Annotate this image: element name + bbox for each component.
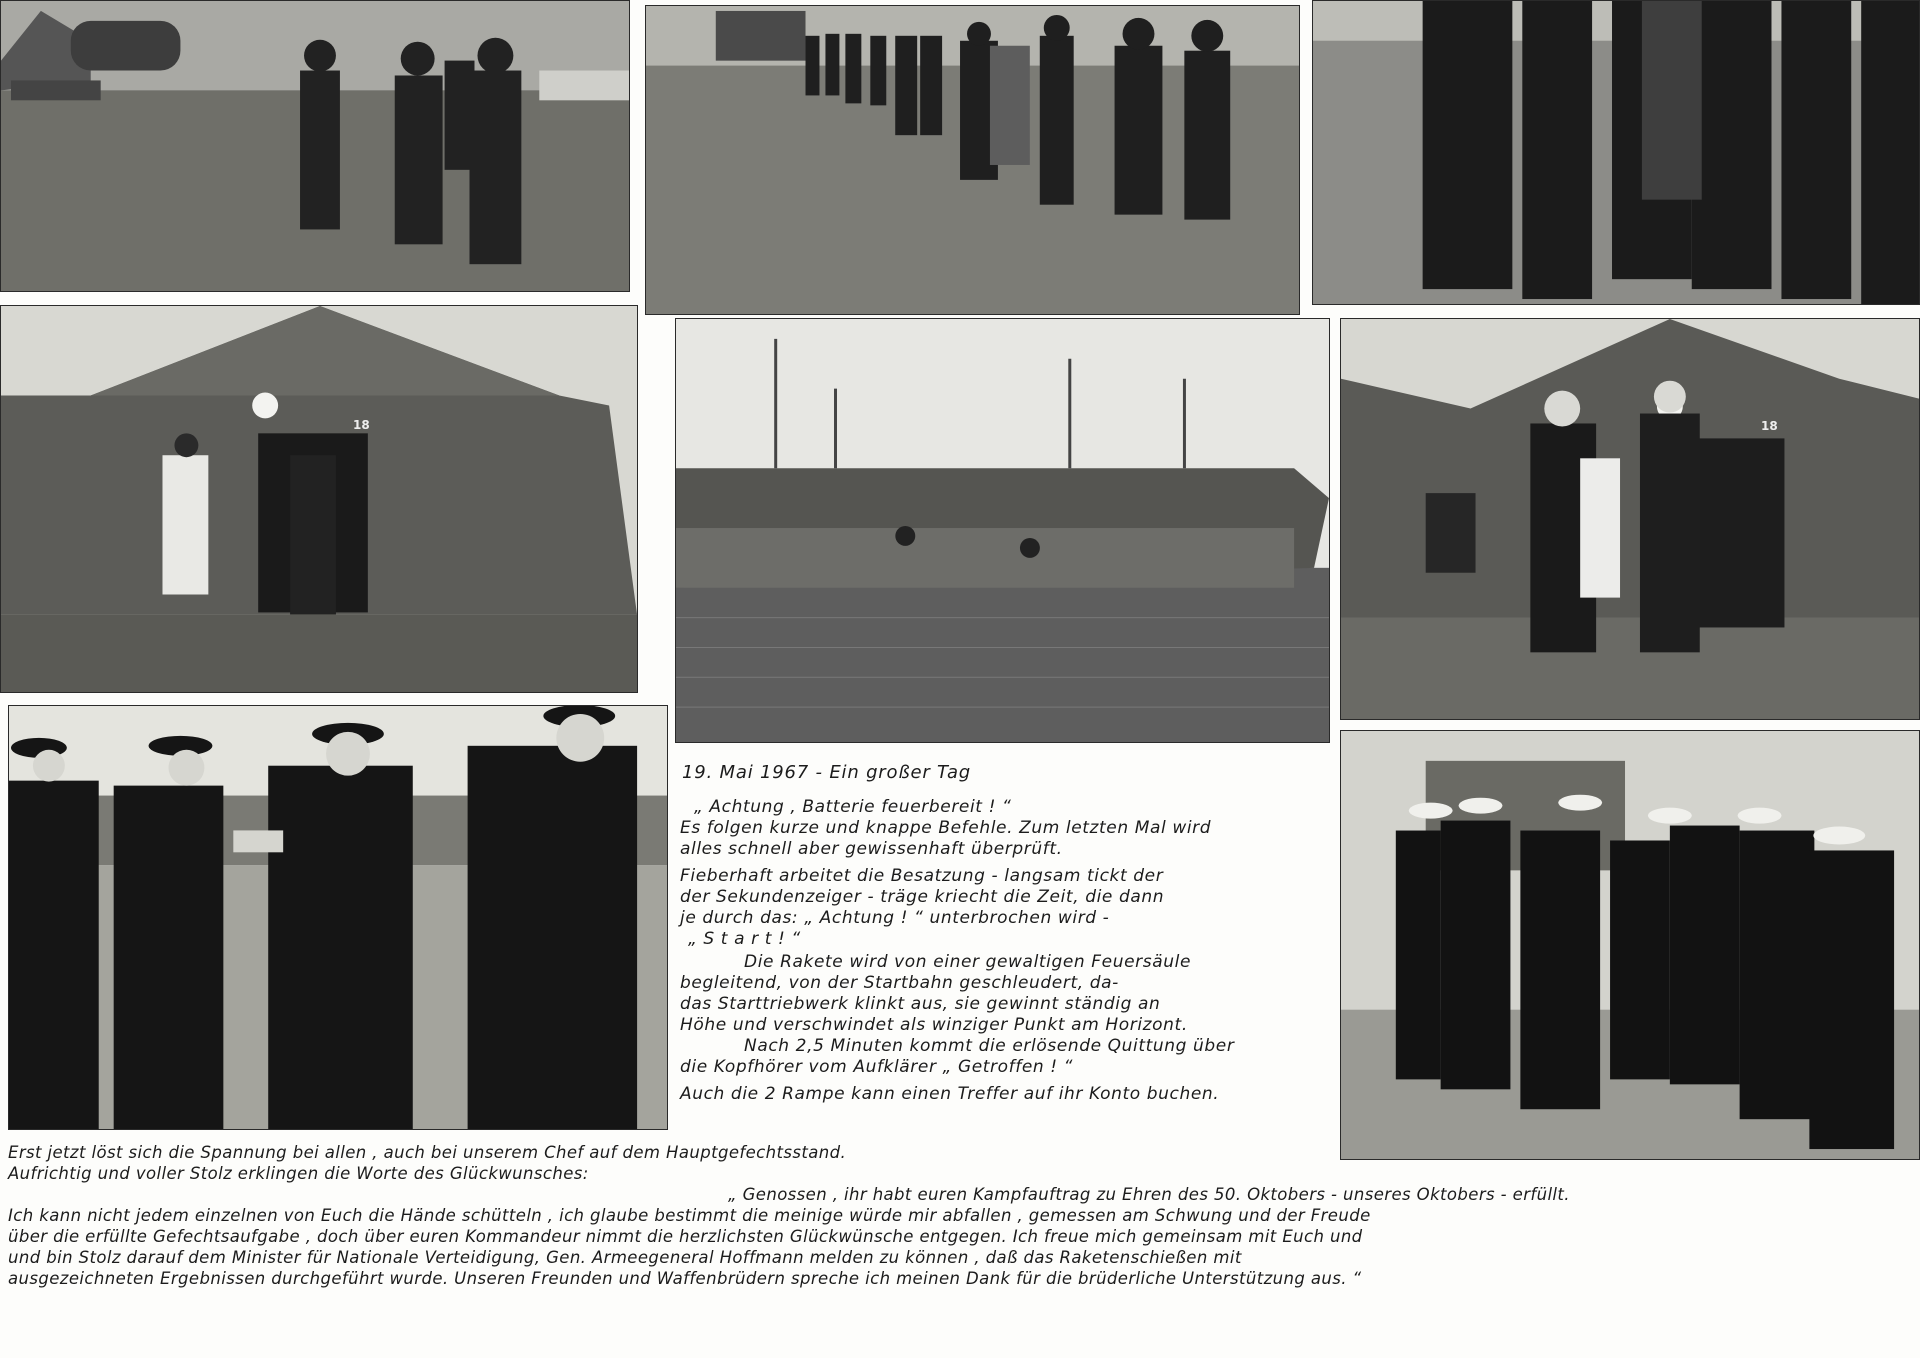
photo-officers-walking-camp-image	[1, 1, 629, 291]
photo-target-barge-harbor	[675, 318, 1330, 743]
photo-tent-officers-exit-image	[1341, 319, 1919, 719]
caption-line: das Starttriebwerk klinkt aus, sie gewinnt ständig an	[680, 994, 1161, 1014]
tent-number-label: 18	[1761, 419, 1778, 433]
caption-line: „ Achtung , Batterie feuerbereit ! “	[694, 797, 1012, 817]
caption-line: „ S t a r t ! “	[688, 929, 801, 949]
caption-block	[680, 762, 1320, 1105]
tent-number-label: 18	[353, 418, 370, 432]
photo-officers-gathering-truck-image	[1341, 731, 1919, 1159]
photo-officers-column-field	[645, 5, 1300, 315]
bottom-text-line: über die erfüllte Gefechtsaufgabe , doch über euren Kommandeur nimmt die herzlichsten Glückwünsche entgegen. Ich freue mich gemeinsam mit Euch und	[8, 1227, 1363, 1246]
photo-officers-group-closeup-image	[1313, 1, 1919, 304]
caption-line: Nach 2,5 Minuten kommt die erlösende Quittung über	[744, 1036, 1235, 1056]
photo-four-officers-walking	[8, 705, 668, 1130]
bottom-text-line: „ Genossen , ihr habt euren Kampfauftrag zu Ehren des 50. Oktobers - unseres Oktobers - erfüllt.	[728, 1185, 1570, 1204]
caption-line: je durch das: „ Achtung ! “ unterbrochen wird -	[680, 908, 1110, 928]
caption-line: Die Rakete wird von einer gewaltigen Feuersäule	[744, 952, 1191, 972]
photo-officers-group-closeup	[1312, 0, 1920, 305]
caption-line: alles schnell aber gewissenhaft überprüft.	[680, 839, 1063, 859]
bottom-text-block	[8, 1142, 1908, 1289]
caption-line: Auch die 2 Rampe kann einen Treffer auf ihr Konto buchen.	[680, 1084, 1220, 1104]
caption-line: der Sekundenzeiger - träge kriecht die Zeit, die dann	[680, 887, 1165, 907]
photo-target-barge-harbor-image	[676, 319, 1329, 742]
caption-line: begleitend, von der Startbahn geschleudert, da-	[680, 973, 1119, 993]
bottom-text-line: Erst jetzt löst sich die Spannung bei allen , auch bei unserem Chef auf dem Hauptgefechtsstand.	[8, 1143, 847, 1162]
caption-date-title: 19. Mai 1967 - Ein großer Tag	[682, 762, 972, 783]
photo-tent-officers-exit	[1340, 318, 1920, 720]
caption-line: Höhe und verschwindet als winziger Punkt am Horizont.	[680, 1015, 1188, 1035]
photo-tent-entrance-image	[1, 306, 637, 692]
bottom-text-line: Ich kann nicht jedem einzelnen von Euch die Hände schütteln , ich glaube bestimmt die meinige würde mir abfallen , gemessen am Schwung und der Freude	[8, 1206, 1371, 1225]
photo-four-officers-walking-image	[9, 706, 667, 1129]
photo-officers-walking-camp	[0, 0, 630, 292]
caption-line: Es folgen kurze und knappe Befehle. Zum letzten Mal wird	[680, 818, 1212, 838]
bottom-text-line: ausgezeichneten Ergebnissen durchgeführt wurde. Unseren Freunden und Waffenbrüdern spreche ich meinen Dank für die brüderliche Unterstützung aus. “	[8, 1269, 1362, 1288]
photo-officers-gathering-truck	[1340, 730, 1920, 1160]
photo-officers-column-field-image	[646, 6, 1299, 314]
caption-line: die Kopfhörer vom Aufklärer „ Getroffen ! “	[680, 1057, 1074, 1077]
caption-line: Fieberhaft arbeitet die Besatzung - langsam tickt der	[680, 866, 1164, 886]
bottom-text-line: Aufrichtig und voller Stolz erklingen die Worte des Glückwunsches:	[8, 1164, 589, 1183]
bottom-text-line: und bin Stolz darauf dem Minister für Nationale Verteidigung, Gen. Armeegeneral Hoffmann melden zu können , daß das Raketenschießen mit	[8, 1248, 1242, 1267]
photo-tent-entrance	[0, 305, 638, 693]
